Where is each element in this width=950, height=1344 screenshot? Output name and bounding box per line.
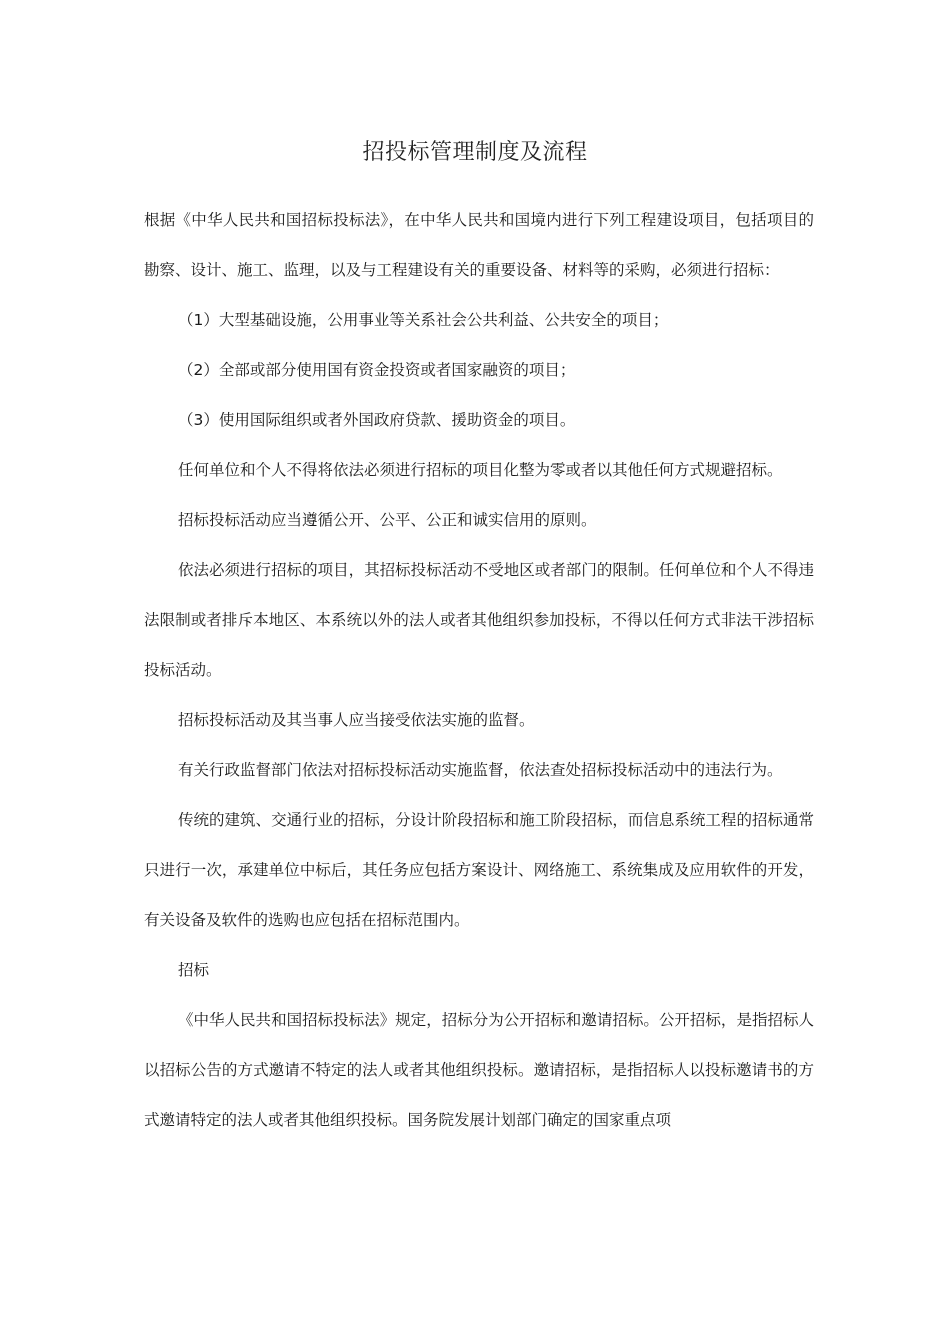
paragraph-administrative-supervision: 有关行政监督部门依法对招标投标活动实施监督，依法查处招标投标活动中的违法行为。 [178, 761, 783, 779]
paragraph-intro: 根据《中华人民共和国招标投标法》，在中华人民共和国境内进行下列工程建设项目，包括项目的勘察、设计、施工、监理，以及与工程建设有关的重要设备、材料等的采购，必须进行招标： [144, 211, 814, 279]
document-body [144, 195, 814, 1145]
section-heading-bidding: 招标 [178, 961, 210, 979]
paragraph-no-evasion: 任何单位和个人不得将依法必须进行招标的项目化整为零或者以其他任何方式规避招标。 [178, 461, 783, 479]
paragraph-principles: 招标投标活动应当遵循公开、公平、公正和诚实信用的原则。 [178, 511, 597, 529]
paragraph-item-2: （2）全部或部分使用国有资金投资或者国家融资的项目； [178, 361, 576, 379]
paragraph-supervision: 招标投标活动及其当事人应当接受依法实施的监督。 [178, 711, 535, 729]
paragraph-item-1: （1）大型基础设施，公用事业等关系社会公共利益、公共安全的项目； [178, 311, 669, 329]
document-title: 招投标管理制度及流程 [362, 140, 588, 165]
paragraph-no-restriction: 依法必须进行招标的项目，其招标投标活动不受地区或者部门的限制。任何单位和个人不得违法限制或者排斥本地区、本系统以外的法人或者其他组织参加投标，不得以任何方式非法干涉招标投标活动。 [144, 561, 814, 679]
paragraph-item-3: （3）使用国际组织或者外国政府贷款、援助资金的项目。 [178, 411, 576, 429]
paragraph-traditional-vs-it: 传统的建筑、交通行业的招标，分设计阶段招标和施工阶段招标，而信息系统工程的招标通常只进行一次，承建单位中标后，其任务应包括方案设计、网络施工、系统集成及应用软件的开发，有关设备及软件的选购也应包括在招标范围内。 [144, 811, 814, 929]
paragraph-bidding-types: 《中华人民共和国招标投标法》规定，招标分为公开招标和邀请招标。公开招标，是指招标人以招标公告的方式邀请不特定的法人或者其他组织投标。邀请招标，是指招标人以投标邀请书的方式邀请特定的法人或者其他组织投标。国务院发展计划部门确定的国家重点项 [144, 1011, 814, 1129]
